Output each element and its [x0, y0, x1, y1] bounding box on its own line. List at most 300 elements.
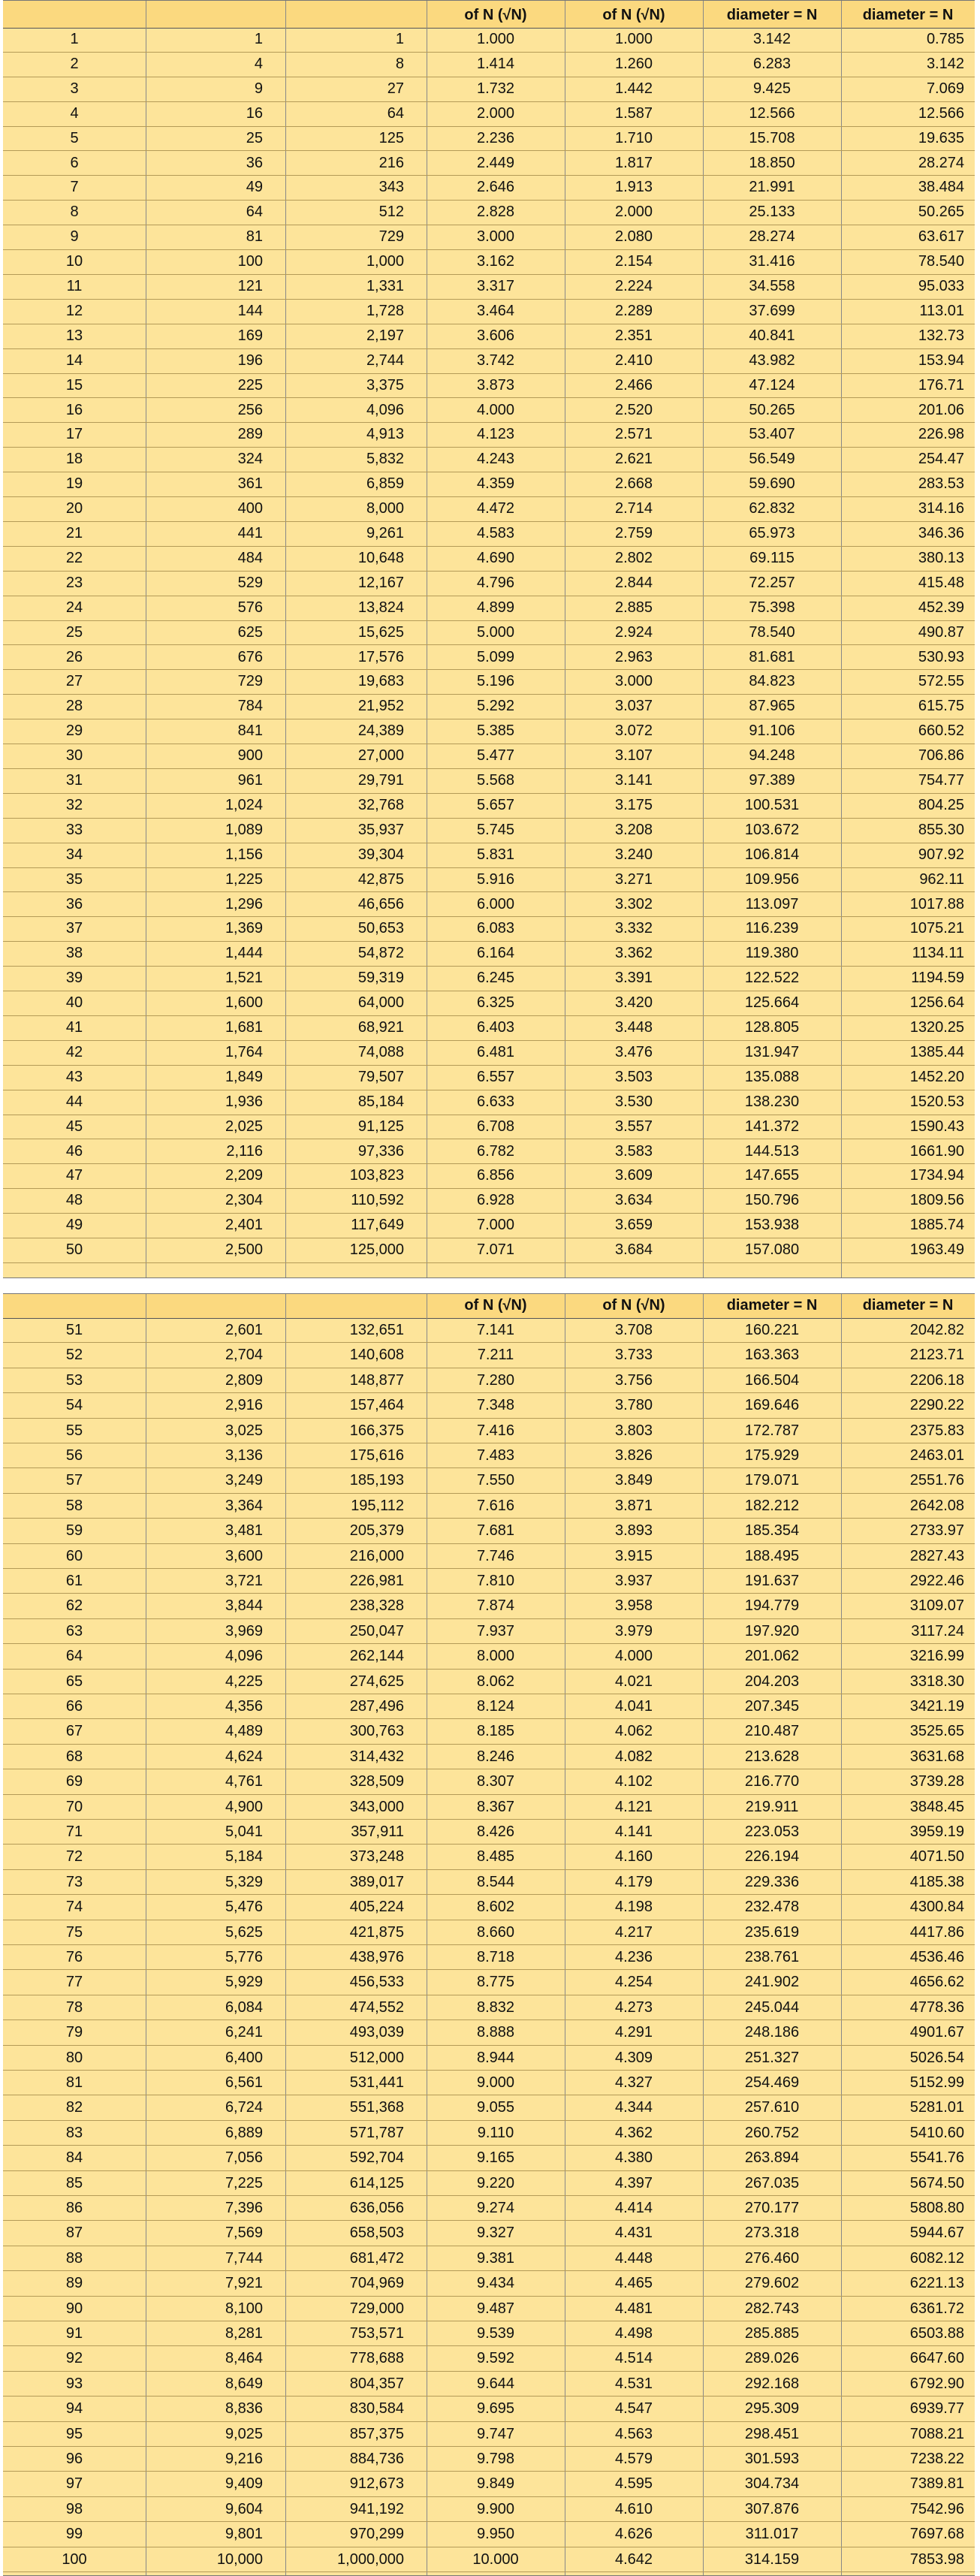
square-root-cell: 4.472 [476, 500, 515, 517]
square-root-header: of N (√N) [464, 7, 527, 23]
n-squared-cell: 64 [246, 204, 263, 221]
table-row [3, 2397, 975, 2421]
n-cubed-cell: 778,688 [349, 2350, 404, 2367]
circumference-cell: 292.168 [744, 2375, 800, 2392]
cube-root-cell: 3.240 [614, 846, 653, 863]
circle-area-cell: 1661.90 [909, 1142, 964, 1160]
table-row [3, 1494, 975, 1519]
circle-area-cell: 615.75 [918, 698, 964, 715]
cube-root-cell: 2.289 [614, 302, 653, 319]
circle-area-cell: 415.48 [918, 574, 964, 591]
n-squared-cell: 7,225 [225, 2174, 263, 2191]
n-cubed-cell: 4,096 [366, 401, 404, 418]
table-row [3, 695, 975, 719]
n-cell: 45 [65, 1118, 83, 1135]
n-squared-cell: 1,296 [225, 895, 263, 912]
circumference-cell: 263.894 [744, 2149, 800, 2167]
n-cubed-cell: 13,824 [357, 599, 404, 616]
n-squared-cell: 1,369 [225, 920, 263, 937]
circle-area-cell: 1194.59 [911, 970, 964, 987]
n-cell: 35 [65, 870, 83, 888]
table-row [3, 621, 975, 646]
circle-area-cell: 50.265 [918, 204, 964, 221]
circumference-cell: 279.602 [744, 2275, 800, 2292]
square-root-cell: 9.487 [476, 2300, 515, 2317]
cube-root-cell: 4.498 [614, 2325, 653, 2342]
square-root-cell: 5.000 [476, 623, 515, 641]
n-cubed-cell: 250,047 [349, 1622, 404, 1639]
n-cell: 16 [65, 401, 83, 418]
n-cubed-cell: 729 [378, 228, 404, 246]
circle-area-cell: 1520.53 [909, 1093, 964, 1110]
circumference-cell: 116.239 [745, 920, 799, 937]
square-root-cell: 3.873 [476, 376, 515, 394]
circle-area-cell: 2123.71 [909, 1347, 964, 1364]
n-cell: 82 [65, 2099, 83, 2116]
cube-root-cell: 3.871 [614, 1497, 653, 1514]
cube-root-cell: 2.963 [614, 648, 653, 665]
cube-root-cell: 3.557 [614, 1118, 653, 1135]
table-row [3, 2196, 975, 2221]
n-squared-cell: 2,025 [225, 1118, 263, 1135]
circle-area-cell: 4071.50 [909, 1848, 964, 1866]
n-cubed-cell: 681,472 [349, 2249, 404, 2267]
square-root-cell: 3.464 [476, 302, 515, 319]
n-cubed-cell: 42,875 [357, 870, 404, 888]
square-root-cell: 7.681 [476, 1522, 515, 1540]
table-row [3, 1719, 975, 1744]
cube-root-cell: 3.530 [614, 1093, 653, 1110]
square-root-cell: 9.000 [476, 2074, 515, 2091]
table-row [3, 1845, 975, 1869]
n-cubed-cell: 91,125 [357, 1118, 404, 1135]
circumference-cell: 100.531 [744, 796, 800, 813]
n-cell: 7 [70, 179, 79, 196]
cube-root-cell: 4.160 [614, 1848, 653, 1866]
table-row [3, 1164, 975, 1189]
square-root-cell: 7.483 [476, 1447, 515, 1464]
circle-area-cell: 2206.18 [909, 1371, 964, 1389]
circle-area-cell: 1809.56 [909, 1192, 964, 1209]
n-squared-cell: 49 [246, 179, 263, 196]
circumference-cell: 62.832 [749, 500, 795, 517]
square-root-cell: 8.246 [476, 1748, 515, 1765]
square-root-cell: 5.568 [476, 772, 515, 789]
table-row [3, 497, 975, 522]
table-row [3, 1569, 975, 1594]
circumference-cell: 12.566 [749, 104, 795, 122]
n-squared-cell: 625 [237, 623, 263, 641]
circle-area-cell: 5026.54 [909, 2049, 964, 2066]
n-squared-cell: 169 [237, 327, 263, 344]
n-squared-cell: 3,969 [225, 1622, 263, 1639]
circumference-cell: 125.664 [744, 994, 800, 1012]
n-cubed-cell: 4,913 [366, 426, 404, 443]
circumference-cell: 150.796 [744, 1192, 800, 1209]
circle-area-cell: 3959.19 [909, 1823, 964, 1840]
n-cubed-cell: 262,144 [349, 1648, 404, 1665]
table-row [3, 1016, 975, 1041]
square-root-cell: 8.888 [476, 2024, 515, 2041]
n-cell: 5 [70, 129, 79, 146]
cube-root-cell: 4.344 [614, 2099, 653, 2116]
circle-area-cell: 2827.43 [909, 1547, 964, 1564]
circle-area-cell: 3739.28 [909, 1773, 964, 1790]
square-root-cell: 6.782 [476, 1142, 515, 1160]
n-squared-cell: 9,801 [225, 2526, 263, 2543]
n-squared-cell: 2,601 [225, 1322, 263, 1338]
n-squared-cell: 3,844 [225, 1597, 263, 1615]
n-cubed-cell: 3,375 [366, 376, 404, 394]
cube-root-cell: 2.668 [614, 475, 653, 493]
circumference-cell: 301.593 [744, 2451, 800, 2467]
circle-area-cell: 2733.97 [909, 1522, 964, 1540]
square-root-cell: 9.900 [476, 2500, 515, 2517]
table-row [3, 2095, 975, 2120]
n-squared-cell: 6,400 [225, 2049, 263, 2066]
circumference-cell: 144.513 [744, 1142, 800, 1160]
circle-area-cell: 1320.25 [909, 1019, 964, 1036]
n-cubed-cell: 216,000 [349, 1547, 404, 1564]
n-cell: 29 [65, 722, 83, 740]
circumference-cell: 75.398 [749, 599, 795, 616]
circle-area-cell: 530.93 [918, 648, 964, 665]
circle-area-cell: 3848.45 [909, 1798, 964, 1815]
n-cubed-cell: 1 [395, 31, 404, 47]
square-root-cell: 8.775 [476, 1974, 515, 1991]
n-squared-cell: 1,024 [225, 796, 263, 813]
n-squared-cell: 2,116 [226, 1142, 263, 1160]
circumference-cell: 251.327 [744, 2049, 800, 2066]
cube-root-cell: 2.466 [614, 376, 653, 394]
n-squared-cell: 3,364 [225, 1497, 263, 1514]
n-cubed-cell: 29,791 [357, 772, 404, 789]
table-row [3, 2171, 975, 2196]
table-row [3, 1745, 975, 1769]
n-cubed-cell: 592,704 [349, 2149, 404, 2167]
n-cell: 88 [65, 2249, 83, 2267]
n-cubed-cell: 912,673 [349, 2475, 404, 2493]
square-root-cell: 9.747 [476, 2425, 515, 2442]
table-row [3, 1368, 975, 1393]
n-cell: 49 [65, 1217, 83, 1234]
n-cubed-cell: 438,976 [349, 1949, 404, 1965]
circle-area-cell: 1134.11 [912, 945, 964, 962]
square-root-cell: 1.732 [476, 80, 515, 97]
table-page-1 [3, 0, 975, 1278]
n-cubed-cell: 103,823 [349, 1167, 404, 1184]
circumference-cell: 219.911 [745, 1798, 799, 1815]
n-cubed-header [285, 1, 427, 28]
n-squared-cell: 225 [237, 376, 263, 394]
circumference-cell: 50.265 [749, 401, 795, 418]
circumference-cell: 270.177 [744, 2200, 800, 2216]
n-cell: 41 [65, 1019, 83, 1036]
n-cubed-cell: 658,503 [349, 2225, 404, 2242]
n-cell: 37 [65, 920, 83, 937]
n-squared-cell: 400 [237, 500, 263, 517]
circle-area-cell: 38.484 [918, 179, 964, 196]
circumference-cell: 197.920 [744, 1622, 800, 1639]
cube-root-cell: 1.710 [614, 129, 653, 146]
circumference-cell: 84.823 [749, 673, 795, 690]
n-squared-cell: 441 [237, 525, 263, 541]
cube-root-cell: 4.179 [614, 1873, 653, 1890]
cube-root-cell: 4.362 [614, 2124, 653, 2141]
n-squared-cell: 5,476 [225, 1899, 263, 1916]
circle-area-cell: 7542.96 [909, 2500, 964, 2517]
table-row [3, 1519, 975, 1543]
cube-root-cell: 2.759 [614, 525, 653, 541]
table-row [3, 1189, 975, 1214]
circle-area-header: diameter = N [862, 1297, 954, 1314]
cube-root-cell: 4.448 [614, 2249, 653, 2267]
cube-root-cell: 4.273 [614, 1998, 653, 2016]
table-row [3, 1945, 975, 1970]
n-squared-cell: 1,225 [225, 870, 263, 888]
n-cubed-cell: 185,193 [349, 1472, 404, 1489]
n-cell: 76 [65, 1949, 83, 1965]
n-cubed-cell: 421,875 [349, 1923, 404, 1941]
n-squared-cell: 2,704 [225, 1347, 263, 1364]
circumference-cell: 91.106 [749, 722, 795, 740]
n-squared-header [146, 1294, 285, 1318]
n-cubed-cell: 2,744 [366, 351, 404, 369]
n-squared-cell: 6,889 [225, 2124, 263, 2141]
n-cubed-cell: 12,167 [357, 574, 404, 591]
cube-root-cell: 4.141 [614, 1823, 653, 1840]
n-cubed-cell: 941,192 [349, 2500, 404, 2517]
n-cubed-cell: 970,299 [349, 2526, 404, 2543]
table-row [3, 300, 975, 324]
square-root-cell: 3.742 [476, 351, 515, 369]
n-cell: 72 [65, 1848, 83, 1866]
n-cell: 2 [70, 55, 79, 72]
table-row [3, 53, 975, 77]
n-cell: 79 [65, 2024, 83, 2041]
n-cubed-cell: 1,331 [366, 278, 404, 294]
cube-root-cell: 3.780 [614, 1397, 653, 1414]
square-root-cell: 6.481 [476, 1043, 515, 1060]
table-row [3, 1594, 975, 1618]
n-cell: 83 [65, 2124, 83, 2141]
table-row [3, 201, 975, 225]
square-root-cell: 7.141 [476, 1322, 515, 1338]
n-squared-cell: 784 [237, 698, 263, 715]
circle-area-cell: 132.73 [918, 327, 964, 344]
circumference-cell: 248.186 [744, 2024, 800, 2041]
n-squared-cell: 7,921 [225, 2275, 263, 2292]
table-row [3, 1115, 975, 1140]
n-squared-cell: 7,396 [225, 2200, 263, 2216]
square-root-cell: 7.211 [477, 1347, 514, 1364]
circle-area-cell: 6939.77 [909, 2400, 964, 2418]
circle-area-cell: 754.77 [918, 772, 964, 789]
table-row [3, 2071, 975, 2095]
circle-area-cell: 63.617 [918, 228, 964, 246]
cube-root-cell: 3.708 [614, 1322, 653, 1338]
circle-area-cell: 1385.44 [909, 1043, 964, 1060]
square-root-cell: 4.123 [476, 426, 515, 443]
n-cubed-cell: 148,877 [349, 1371, 404, 1389]
circle-area-cell: 226.98 [918, 426, 964, 443]
table-row [3, 1214, 975, 1238]
square-root-cell: 7.550 [476, 1472, 515, 1489]
n-cell: 73 [65, 1873, 83, 1890]
n-squared-cell: 1,681 [225, 1019, 263, 1036]
n-cubed-cell: 17,576 [357, 648, 404, 665]
square-root-cell: 1.414 [476, 55, 515, 72]
n-cell: 74 [65, 1899, 83, 1916]
table-row [3, 967, 975, 991]
n-cubed-cell: 64 [387, 104, 404, 122]
n-cell: 30 [65, 747, 83, 765]
n-cubed-cell: 117,649 [351, 1217, 404, 1234]
n-squared-cell: 3,481 [225, 1522, 263, 1540]
n-cell: 84 [65, 2149, 83, 2167]
n-cell: 98 [65, 2500, 83, 2517]
n-cell: 68 [65, 1748, 83, 1765]
cube-root-cell: 3.849 [614, 1472, 653, 1489]
n-cubed-cell: 804,357 [349, 2375, 404, 2392]
n-cell: 90 [65, 2300, 83, 2317]
circle-area-cell: 5541.76 [909, 2149, 964, 2167]
cube-root-cell: 2.924 [614, 623, 653, 641]
circle-area-cell: 5808.80 [909, 2200, 964, 2216]
circumference-cell: 257.610 [744, 2099, 800, 2116]
circumference-cell: 282.743 [744, 2300, 800, 2317]
circle-area-cell: 1885.74 [909, 1217, 964, 1234]
n-cell: 99 [65, 2526, 83, 2543]
square-root-cell: 10.000 [472, 2550, 519, 2568]
circle-area-cell: 95.033 [918, 278, 964, 294]
cube-root-cell: 3.391 [614, 970, 653, 987]
n-cell: 17 [65, 426, 83, 443]
cube-root-cell: 3.420 [614, 994, 653, 1012]
circumference-cell: 103.672 [744, 821, 800, 838]
n-squared-cell: 6,241 [225, 2024, 263, 2041]
cube-root-cell: 3.448 [614, 1019, 653, 1036]
cube-root-cell: 3.803 [614, 1422, 653, 1439]
table-row [3, 1820, 975, 1845]
circle-area-cell: 380.13 [918, 549, 964, 566]
circumference-cell: 216.770 [744, 1773, 800, 1790]
square-root-cell: 3.606 [476, 327, 515, 344]
circumference-cell: 169.646 [744, 1397, 800, 1414]
n-cell: 6 [70, 154, 79, 171]
square-root-cell: 6.856 [476, 1167, 515, 1184]
circle-area-cell: 1452.20 [909, 1068, 964, 1085]
n-squared-cell: 5,776 [225, 1949, 263, 1965]
n-squared-cell: 5,184 [225, 1848, 263, 1866]
table-row [3, 1140, 975, 1165]
n-cell: 53 [65, 1371, 83, 1389]
square-root-cell: 3.162 [476, 253, 515, 270]
circle-area-cell: 5944.67 [909, 2225, 964, 2242]
n-cell: 67 [65, 1723, 83, 1740]
n-cell: 8 [70, 204, 79, 221]
circumference-cell: 307.876 [744, 2500, 800, 2517]
table-row [3, 349, 975, 374]
circle-area-cell: 452.39 [918, 599, 964, 616]
square-root-cell: 8.062 [476, 1673, 515, 1690]
table-row [3, 448, 975, 472]
n-cell: 13 [65, 327, 83, 344]
cube-root-header: of N (√N) [602, 7, 665, 23]
square-root-cell: 8.602 [476, 1899, 515, 1916]
table-row [3, 547, 975, 572]
circumference-cell: 97.389 [749, 772, 795, 789]
circumference-cell: 235.619 [744, 1923, 800, 1941]
circumference-cell: 273.318 [744, 2225, 800, 2242]
square-root-cell: 6.403 [476, 1019, 515, 1036]
table-row [3, 1066, 975, 1090]
circle-area-cell: 3421.19 [909, 1698, 964, 1715]
n-cell: 50 [65, 1241, 83, 1259]
n-cell: 18 [65, 451, 83, 468]
circumference-cell: 47.124 [749, 376, 795, 394]
cube-root-cell: 2.080 [614, 228, 653, 246]
n-cell: 56 [65, 1447, 83, 1464]
n-squared-cell: 3,025 [225, 1422, 263, 1439]
square-root-cell: 5.099 [476, 648, 515, 665]
circle-area-cell: 113.01 [919, 302, 964, 319]
square-root-cell: 7.937 [476, 1622, 515, 1639]
circumference-cell: 223.053 [744, 1823, 800, 1840]
circle-area-cell: 1734.94 [909, 1167, 964, 1184]
circle-area-cell: 804.25 [918, 796, 964, 813]
n-squared-cell: 9,409 [225, 2475, 263, 2493]
circumference-cell: 141.372 [744, 1118, 800, 1135]
n-cell: 100 [62, 2550, 87, 2568]
circumference-cell: 135.088 [744, 1068, 800, 1085]
n-squared-cell: 676 [237, 648, 263, 665]
table-row [3, 2121, 975, 2146]
circle-area-cell: 6221.13 [909, 2275, 964, 2292]
table-row [3, 893, 975, 918]
n-cubed-cell: 636,056 [349, 2200, 404, 2216]
circle-area-cell: 19.635 [918, 129, 964, 146]
circumference-cell: 53.407 [749, 426, 795, 443]
n-cubed-cell: 125 [378, 129, 404, 146]
cube-root-cell: 3.958 [614, 1597, 653, 1615]
n-cell: 87 [65, 2225, 83, 2242]
n-cubed-cell: 287,496 [349, 1698, 404, 1715]
n-cell: 95 [65, 2425, 83, 2442]
square-root-cell: 5.745 [476, 821, 515, 838]
n-cell: 1 [70, 31, 79, 47]
n-squared-cell: 1,764 [225, 1043, 263, 1060]
square-root-header: of N (√N) [464, 1297, 527, 1314]
n-squared-cell: 9,025 [225, 2425, 263, 2442]
cube-root-cell: 4.236 [614, 1949, 653, 1965]
n-cell: 69 [65, 1773, 83, 1790]
square-root-cell: 6.325 [476, 994, 515, 1012]
square-root-cell: 6.245 [476, 970, 515, 987]
table-row [3, 991, 975, 1016]
square-root-cell: 7.416 [476, 1422, 515, 1439]
n-cell: 21 [65, 525, 83, 541]
table-row [3, 596, 975, 621]
n-cell: 31 [65, 772, 83, 789]
square-root-cell: 8.544 [476, 1873, 515, 1890]
circle-area-cell: 907.92 [918, 846, 964, 863]
circle-area-cell: 1075.21 [909, 920, 964, 937]
circle-area-cell: 283.53 [918, 475, 964, 493]
circumference-cell: 229.336 [744, 1873, 800, 1890]
n-squared-cell: 121 [237, 278, 263, 294]
square-root-cell: 9.220 [476, 2174, 515, 2191]
